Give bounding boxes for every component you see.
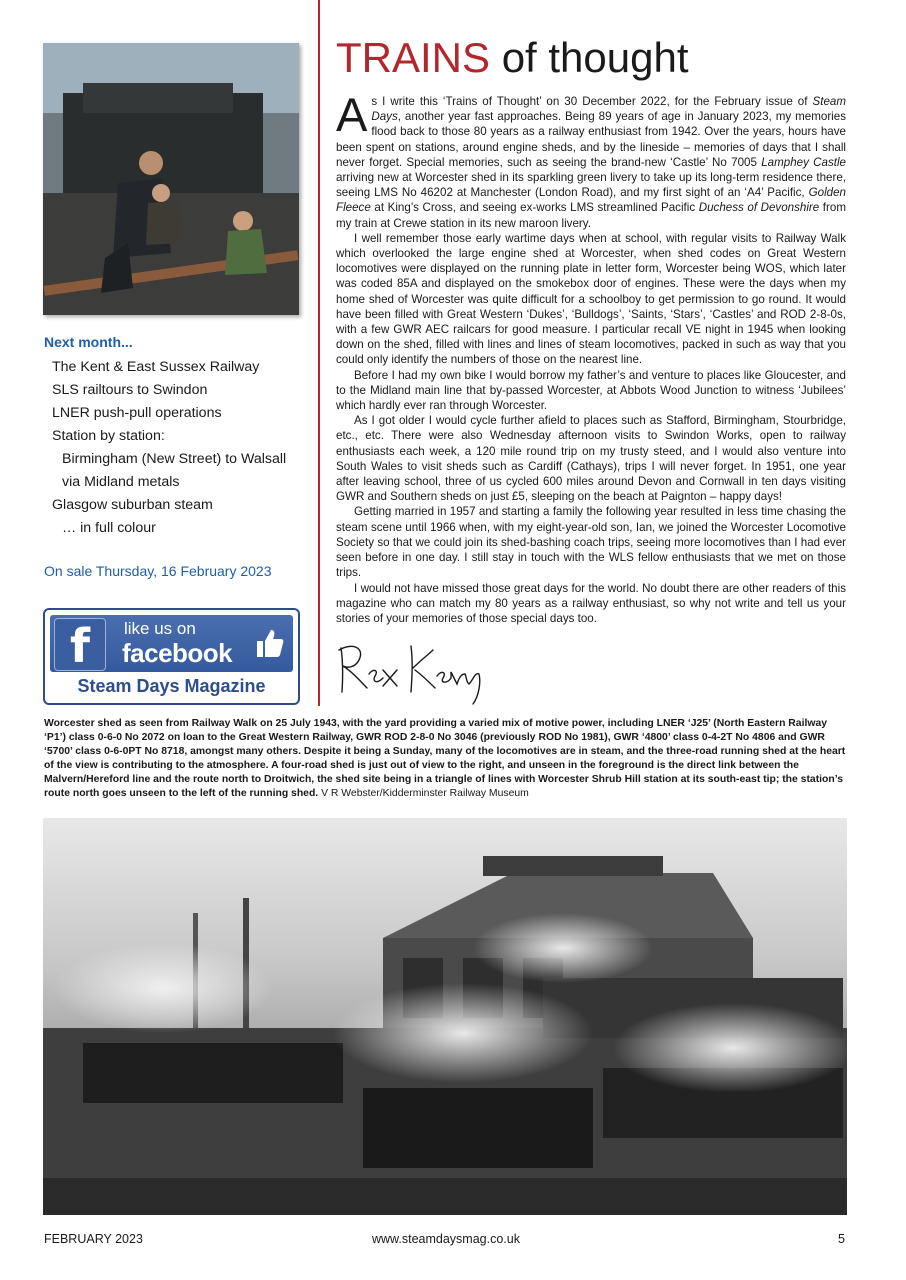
photo-credit: V R Webster/Kidderminster Railway Museum [321,787,529,799]
worcester-shed-photo [43,818,847,1215]
on-sale-date: On sale Thursday, 16 February 2023 [44,563,272,579]
list-item: via Midland metals [62,474,180,490]
shed-photo-small [43,43,299,315]
drop-cap: A [336,88,368,141]
photo-caption [44,717,847,800]
footer-url[interactable]: www.steamdaysmag.co.uk [372,1232,520,1246]
paragraph: Before I had my own bike I would borrow my father’s and venture to places like Gloucester, and to the Midland main line that by-passed Worcester, at Abbots Wood Junction to witness ‘Jubilees’ which hardly ever ran through Worcester. [336,368,846,413]
column-divider [318,0,320,706]
facebook-page-name: Steam Days Magazine [77,676,266,696]
list-item: The Kent & East Sussex Railway [52,359,260,375]
thumbs-up-icon [254,627,284,659]
title-trains: TRAINS [336,34,491,81]
list-item: Station by station: [52,428,165,444]
list-item: … in full colour [62,520,156,536]
paragraph: Getting married in 1957 and starting a family the following year resulted in less time chasing the steam scene until 1966 when, with my eight-year-old son, Ian, we joined the Worcester Locomotive Society so that we could join its shed-bashing coach trips, seeing more locomotives than I had ever seen before in one day. I still stay in touch with the WLS fellow enthusiasts that we met on those trips. [336,505,846,580]
page-title [336,33,689,83]
list-item: Birmingham (New Street) to Walsall [62,451,287,467]
page-number: 5 [838,1232,845,1246]
next-month-title: Next month... [44,334,133,350]
facebook-banner [50,615,293,672]
article-body [336,88,847,626]
footer-issue: FEBRUARY 2023 [44,1232,143,1246]
paragraph: I well remember those early wartime days when at school, with regular visits to Railway Walk which overlooked the large engine shed at Worcester, when shed codes on Great Western locomotives were displayed on the running plate in letter form, Worcester being WOS, which later was coded 85A and displayed on the smokebox door of engines. These were the days when my home shed of Worcester was quite difficult for a schoolboy to get permission to go round. It would have been filled with Great Western ‘Dukes’, ‘Bulldogs’, ‘Saints, ‘Stars’, ‘Castles’ and ROD 2-8-0s, with a few GWR AEC railcars for good measure. I particular recall VE night in 1945 when looking down on the shed, filled with lines and lines of steam locomotives, packed in such as way that you could only identify the numbers of those on the nearest line. [336,231,846,367]
list-item: SLS railtours to Swindon [52,382,208,398]
caption-text: Worcester shed as seen from Railway Walk on 25 July 1943, with the yard providing a varied mix of motive power, including LNER ‘J25’ (North Eastern Railway ‘P1’) class 0-6-0 No 2072 on loan to the Great Western Railway, GWR ROD 2-8-0 No 3046 (previously ROD No 1981), GWR ‘4800’ class 0-4-2T No 4806 and GWR ‘5700’ class 0-6-0PT No 8718, amongst many others. Despite it being a Sunday, many of the locomotives are in steam, and the three-road running shed at the heart of the view is contributing to the atmosphere. A four-road shed is just out of view to the right, and unseen in the foreground is the direct link between the Malvern/Hereford line and the route north to Droitwich, the shed site being in a triangle of lines with Worcester Shrub Hill station at its south-east tip; the station’s route north goes unseen to the left of the running shed. [44,718,846,799]
list-item: Glasgow suburban steam [52,497,213,513]
paragraph: I would not have missed those great days for the world. No doubt there are other readers of this magazine who can match my 80 years as a railway enthusiast, so why not write and tell us your stories of your memories of those special days too. [336,581,846,625]
paragraph: As I write this ‘Trains of Thought’ on 30 December 2022, for the February issue of Steam Days, another year fast approaches. Being 89 years of age in January 2023, my memories flood back to those 80 years as a railway enthusiast from 1942. Over the years, hours have been spent on stations, around engine sheds, and by the lineside – memories of days that I shall never forget. Special memories, such as seeing the brand-new ‘Castle’ No 7005 Lamphey Castle arriving new at Worcester shed in its sparkling green livery to take up its long-term residence there, seeing LMS No 46202 at Manchester (London Road), and my first sight of an ‘A4’ Pacific, Golden Fleece at King’s Cross, and seeing ex-works LMS streamlined Pacific Duchess of Devonshire from my train at Crewe station in its new maroon livery. [336,88,847,230]
facebook-wordmark: facebook [122,638,233,668]
next-month-list [52,356,286,540]
facebook-logo-icon: f [54,618,106,671]
list-item: LNER push-pull operations [52,405,222,421]
facebook-badge[interactable] [43,608,300,705]
author-signature [333,636,493,706]
title-of-thought: of thought [501,34,689,81]
facebook-like-text: like us on [124,619,196,638]
paragraph: As I got older I would cycle further afield to places such as Stafford, Birmingham, Stourbridge, etc., etc. There were also Wednesday afternoon visits to Swindon Works, open to railway enthusiasts each week, a 120 mile round trip on my trusty steed, and I would also venture into South Wales to visit sheds such as Cardiff (Cathays), trips I will never forget. In 1951, one year after leaving school, three of us cycled 600 miles around Devon and Cornwall in ten days visiting GWR and Southern sheds on just £5, sleeping on the beach at Paignton – happy days! [336,414,846,504]
